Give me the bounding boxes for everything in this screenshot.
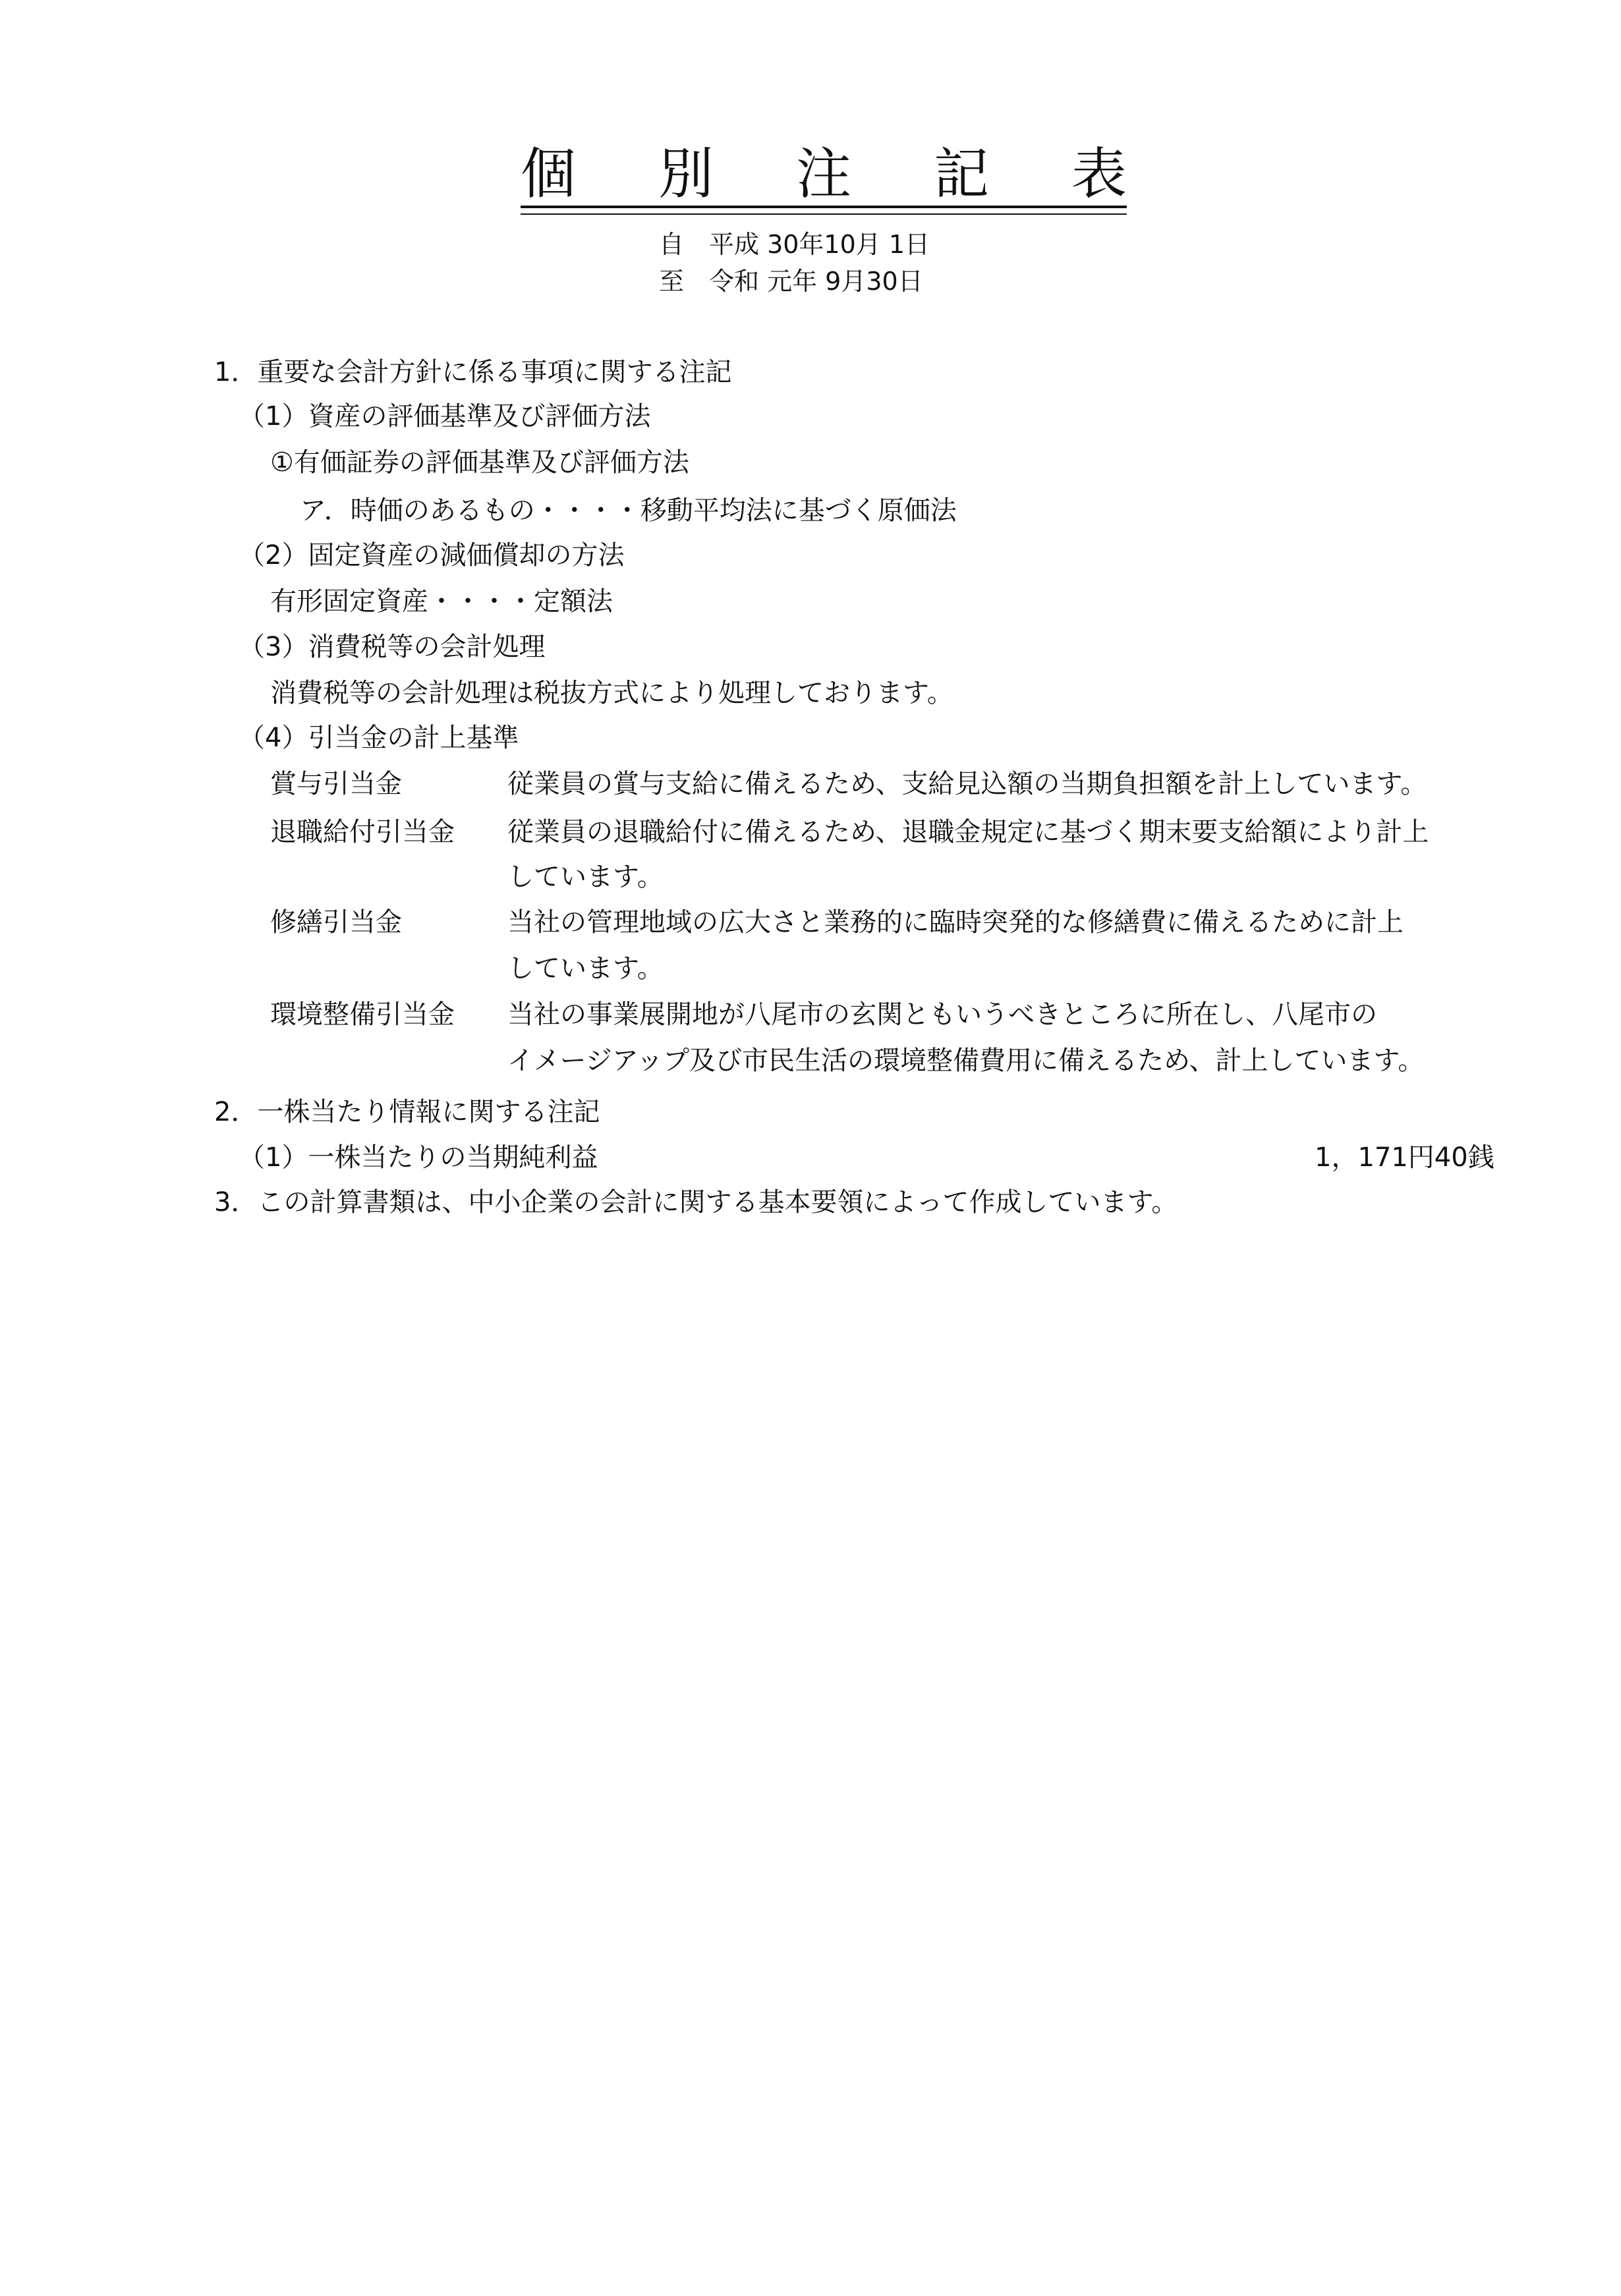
period-from: 自 平成 30年10月 1日 bbox=[659, 230, 930, 259]
reserve-desc: 当社の管理地域の広大さと業務的に臨時突発的な修繕費に備えるために計上 bbox=[507, 907, 1404, 938]
title-underline-thick bbox=[521, 206, 1127, 208]
reserve-desc: 当社の事業展開地が八尾市の玄関ともいうべきところに所在し、八尾市の bbox=[507, 999, 1377, 1030]
section-3-heading: 3．この計算書類は、中小企業の会計に関する基本要領によって作成しています。 bbox=[214, 1187, 1178, 1218]
section-1-2-text: 有形固定資産・・・・定額法 bbox=[270, 586, 613, 617]
eps-amount: 1，171円40銭 bbox=[1315, 1142, 1494, 1173]
reserve-desc: しています。 bbox=[507, 953, 664, 984]
reserve-term: 退職給付引当金 bbox=[270, 817, 455, 847]
reserve-desc: 従業員の賞与支給に備えるため、支給見込額の当期負担額を計上しています。 bbox=[507, 769, 1427, 799]
period-to: 至 令和 元年 9月30日 bbox=[659, 267, 923, 296]
reserve-desc: 従業員の退職給付に備えるため、退職金規定に基づく期末要支給額により計上 bbox=[507, 817, 1429, 847]
reserve-term: 賞与引当金 bbox=[270, 769, 402, 799]
section-1-2-heading: （2）固定資産の減価償却の方法 bbox=[239, 540, 625, 571]
title-char: 表 bbox=[1071, 142, 1127, 206]
title-char: 個 bbox=[521, 142, 577, 206]
section-1-heading: 1．重要な会計方針に係る事項に関する注記 bbox=[214, 357, 732, 387]
section-2-1-label: （1）一株当たりの当期純利益 bbox=[239, 1142, 598, 1173]
section-2-heading: 2．一株当たり情報に関する注記 bbox=[214, 1097, 600, 1127]
section-1-4-heading: （4）引当金の計上基準 bbox=[239, 723, 519, 753]
section-1-1-heading: （1）資産の評価基準及び評価方法 bbox=[239, 401, 651, 432]
title-char: 注 bbox=[795, 142, 851, 206]
reserve-desc: しています。 bbox=[507, 862, 664, 892]
title-char: 別 bbox=[658, 142, 714, 206]
title-char: 記 bbox=[933, 142, 989, 206]
section-1-3-text: 消費税等の会計処理は税抜方式により処理しております。 bbox=[270, 678, 953, 708]
title-underline-thin bbox=[521, 213, 1127, 215]
section-1-1-item-a: ア．時価のあるもの・・・・移動平均法に基づく原価法 bbox=[300, 495, 957, 526]
document-title bbox=[521, 142, 1127, 206]
reserve-term: 修繕引当金 bbox=[270, 907, 402, 938]
reserve-desc: イメージアップ及び市民生活の環境整備費用に備えるため、計上しています。 bbox=[507, 1046, 1425, 1076]
reserve-term: 環境整備引当金 bbox=[270, 999, 455, 1030]
section-1-1-item: ①有価証券の評価基準及び評価方法 bbox=[270, 447, 689, 478]
section-1-3-heading: （3）消費税等の会計処理 bbox=[239, 632, 546, 662]
